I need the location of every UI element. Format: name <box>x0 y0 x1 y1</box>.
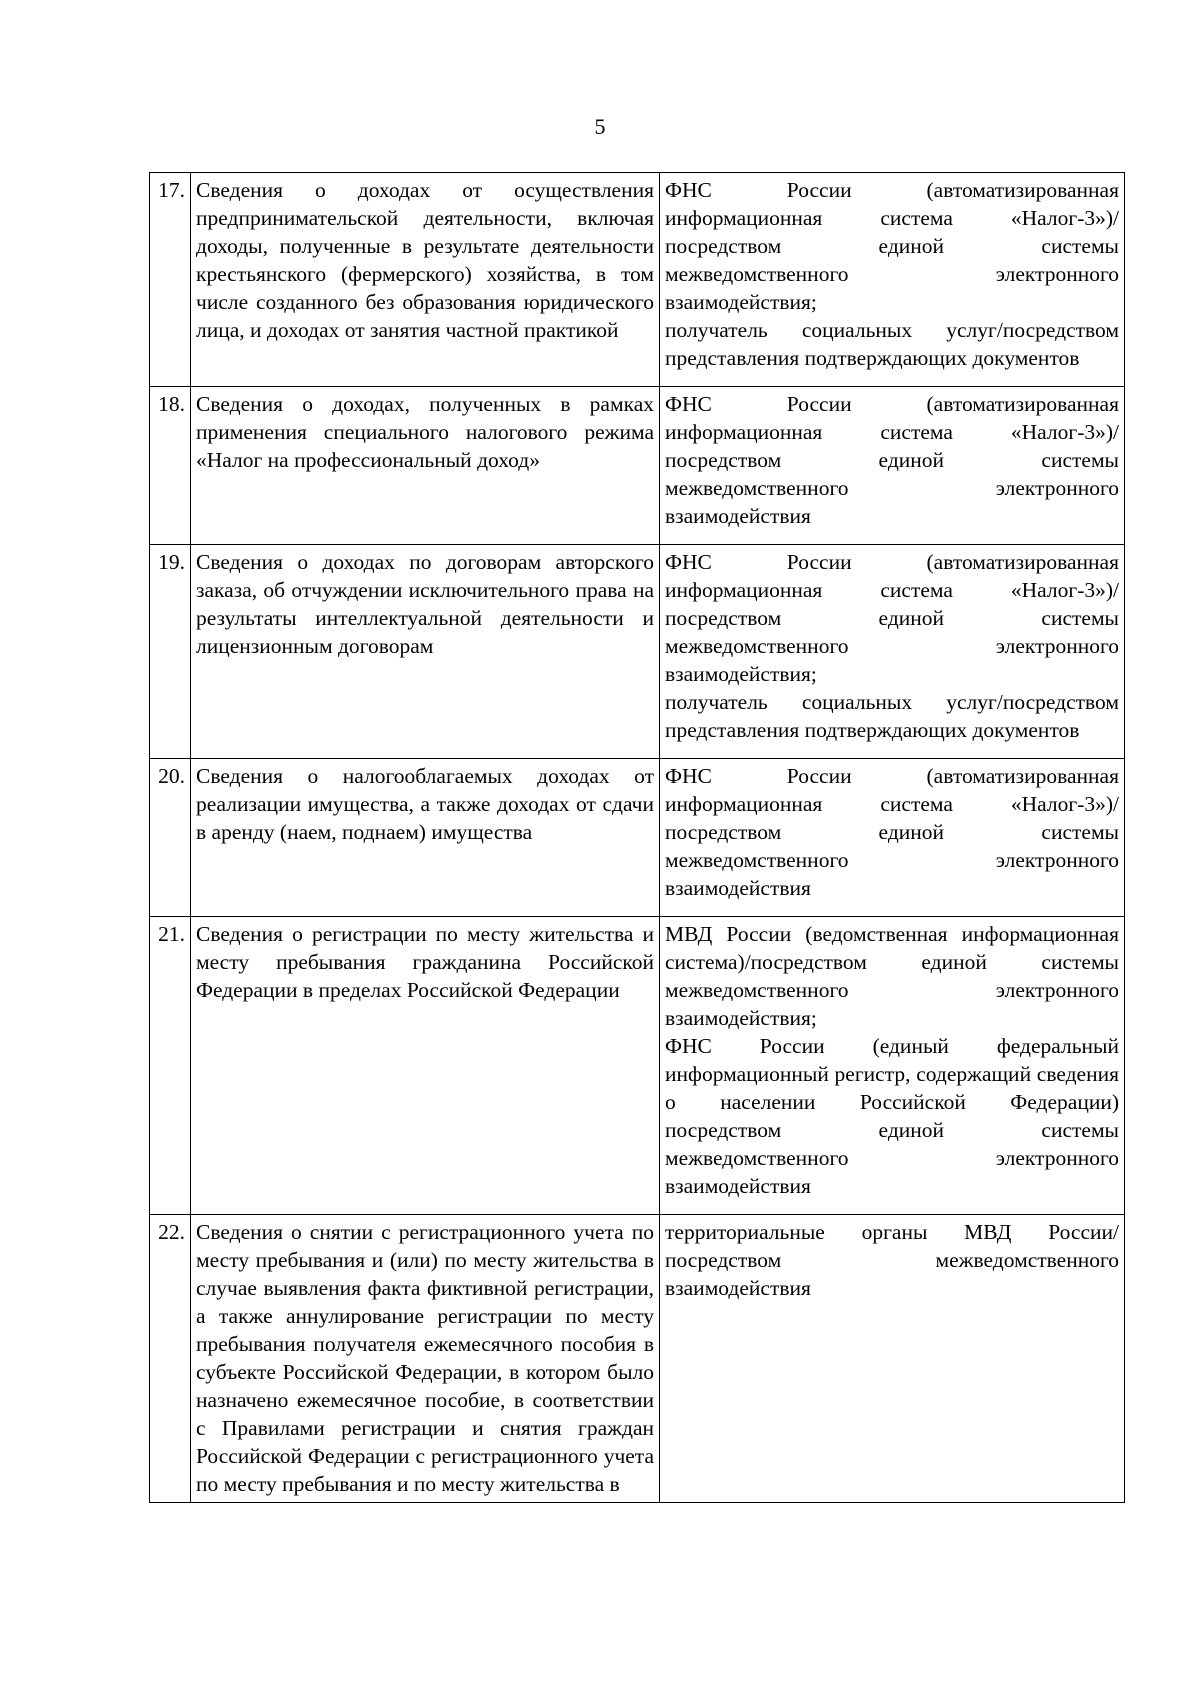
source-entry: МВД России (ведомственная информационная система)/посредством единой системы межведомственного электронного взаимодействия; <box>665 922 1119 1030</box>
source-entry: ФНС России (единый федеральный информационный регистр, содержащий сведения о населении Российской Федерации) посредством единой системы межведомственного электронного взаимодействия <box>665 1034 1119 1198</box>
row-description: Сведения о снятии с регистрационного учета по месту пребывания и (или) по месту жительства в случае выявления факта фиктивной регистрации, а также аннулирование регистрации по месту пребывания получателя ежемесячного пособия в субъекте Российской Федерации, в котором было назначено ежемесячное пособие, в соответствии с Правилами регистрации и снятия граждан Российской Федерации с регистрационного учета по месту пребывания и по месту жительства в <box>191 1215 660 1503</box>
data-sources-table <box>149 172 1125 1503</box>
source-entry: получатель социальных услуг/посредством представления подтверждающих документов <box>665 318 1119 370</box>
table-row <box>150 1215 1125 1503</box>
source-entry: ФНС России (автоматизированная информационная система «Налог-3»)/посредством единой системы межведомственного электронного взаимодействия <box>665 392 1119 528</box>
row-description: Сведения о регистрации по месту жительства и месту пребывания гражданина Российской Федерации в пределах Российской Федерации <box>191 917 660 1215</box>
source-entry: ФНС России (автоматизированная информационная система «Налог-3»)/посредством единой системы межведомственного электронного взаимодействия; <box>665 178 1119 314</box>
row-number: 19. <box>150 545 191 759</box>
row-sources <box>660 759 1125 917</box>
table-row <box>150 387 1125 545</box>
row-description: Сведения о доходах, полученных в рамках применения специального налогового режима «Налог на профессиональный доход» <box>191 387 660 545</box>
table-row <box>150 917 1125 1215</box>
row-description: Сведения о налогооблагаемых доходах от реализации имущества, а также доходах от сдачи в аренду (наем, поднаем) имущества <box>191 759 660 917</box>
source-entry: ФНС России (автоматизированная информационная система «Налог-3»)/посредством единой системы межведомственного электронного взаимодействия <box>665 764 1119 900</box>
row-sources <box>660 387 1125 545</box>
row-sources <box>660 173 1125 387</box>
page-number: 5 <box>594 114 606 139</box>
table-row <box>150 173 1125 387</box>
row-number: 17. <box>150 173 191 387</box>
source-entry: получатель социальных услуг/посредством представления подтверждающих документов <box>665 690 1119 742</box>
source-entry: территориальные органы МВД России/посредством межведомственного взаимодействия <box>665 1220 1119 1300</box>
table-row <box>150 545 1125 759</box>
row-sources <box>660 1215 1125 1503</box>
row-description: Сведения о доходах от осуществления предпринимательской деятельности, включая доходы, полученные в результате деятельности крестьянского (фермерского) хозяйства, в том числе созданного без образования юридического лица, и доходах от занятия частной практикой <box>191 173 660 387</box>
row-sources <box>660 545 1125 759</box>
source-entry: ФНС России (автоматизированная информационная система «Налог-3»)/посредством единой системы межведомственного электронного взаимодействия; <box>665 550 1119 686</box>
row-number: 21. <box>150 917 191 1215</box>
row-number: 22. <box>150 1215 191 1503</box>
row-description: Сведения о доходах по договорам авторского заказа, об отчуждении исключительного права на результаты интеллектуальной деятельности и лицензионным договорам <box>191 545 660 759</box>
row-sources <box>660 917 1125 1215</box>
table-row <box>150 759 1125 917</box>
row-number: 18. <box>150 387 191 545</box>
row-number: 20. <box>150 759 191 917</box>
